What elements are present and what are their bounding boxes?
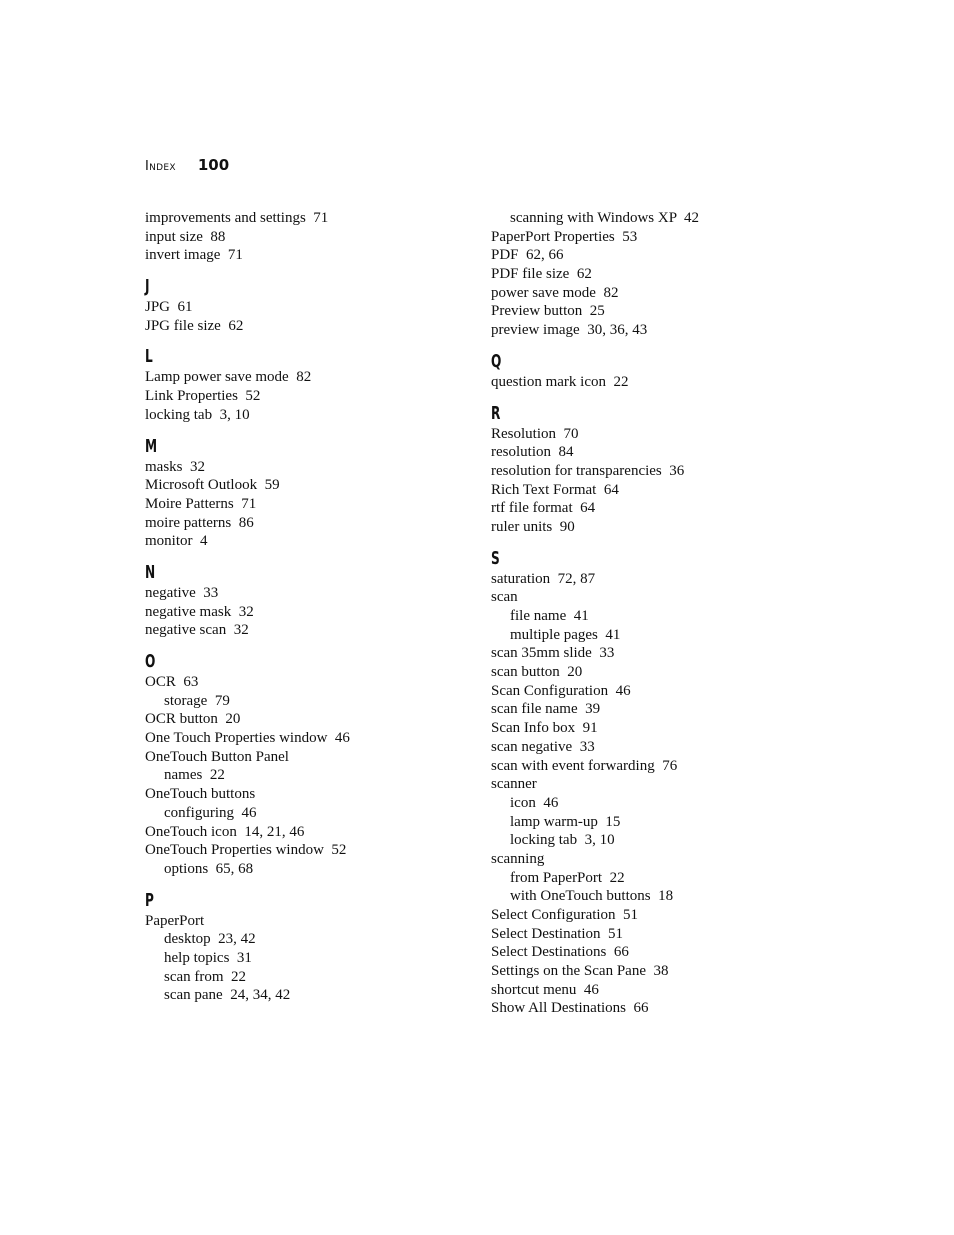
index-entry: Link Properties 52	[145, 388, 261, 405]
index-entry: negative 33	[145, 584, 219, 601]
index-subentry: with OneTouch buttons 18	[510, 888, 674, 905]
index-entry: scan	[491, 589, 518, 606]
index-subentry: icon 46	[510, 794, 559, 811]
index-entry: invert image 71	[145, 247, 243, 264]
index-entry: OCR 63	[145, 674, 199, 690]
index-entry: improvements and settings 71	[145, 210, 329, 226]
index-entry: monitor 4	[145, 533, 208, 550]
index-entry: resolution 84	[491, 444, 574, 461]
index-entry: scanner	[491, 776, 537, 793]
index-entry: One Touch Properties window 46	[145, 730, 350, 747]
index-subentry: scanning with Windows XP 42	[510, 210, 699, 226]
index-entry: Rich Text Format 64	[491, 481, 619, 498]
page-number: 100	[197, 156, 230, 174]
index-subentry: file name 41	[510, 608, 589, 624]
index-subentry: names 22	[164, 767, 225, 784]
index-subentry: from PaperPort 22	[510, 869, 625, 886]
index-entry: PaperPort	[145, 912, 205, 929]
section-letter: L	[145, 346, 153, 368]
section-letter: R	[491, 402, 501, 424]
index-entry: Select Destination 51	[491, 925, 624, 942]
index-entry: locking tab 3, 10	[145, 406, 250, 423]
index-subentry: lamp warm-up 15	[510, 813, 621, 830]
index-entry: scan file name 39	[491, 701, 601, 718]
index-entry: negative mask 32	[145, 603, 254, 620]
index-entry: Lamp power save mode 82	[145, 369, 312, 386]
index-entry: Microsoft Outlook 59	[145, 477, 280, 494]
index-entry: moire patterns 86	[145, 514, 254, 531]
section-letter: J	[145, 276, 150, 298]
index-subentry: options 65, 68	[164, 860, 254, 877]
index-entry: question mark icon 22	[491, 373, 629, 390]
index-entry: Scan Info box 91	[491, 720, 598, 737]
index-entry: OCR button 20	[145, 711, 241, 728]
index-entry: negative scan 32	[145, 622, 249, 639]
index-entry: OneTouch Properties window 52	[145, 842, 347, 859]
index-entry: JPG file size 62	[145, 317, 244, 334]
index-entry: input size 88	[145, 228, 226, 245]
index-subentry: scan pane 24, 34, 42	[164, 987, 291, 1004]
index-entry: Show All Destinations 66	[491, 1000, 649, 1017]
index-entry: Select Configuration 51	[491, 907, 639, 923]
index-entry: Moire Patterns 71	[145, 495, 257, 512]
index-entry: scanning	[491, 850, 545, 867]
index-entry: scan 35mm slide 33	[491, 645, 615, 662]
index-entry: OneTouch Button Panel	[145, 748, 289, 765]
index-subentry: locking tab 3, 10	[510, 832, 615, 849]
page-header	[145, 156, 229, 178]
index-entry: OneTouch icon 14, 21, 46	[145, 823, 305, 840]
index-subentry: configuring 46	[164, 804, 257, 821]
index-entry: Resolution 70	[491, 425, 579, 442]
index-subentry: desktop 23, 42	[164, 931, 256, 948]
index-entry: shortcut menu 46	[491, 981, 599, 998]
index-entry: Select Destinations 66	[491, 944, 629, 961]
index-column-left	[145, 209, 465, 1005]
index-entry: scan with event forwarding 76	[491, 757, 678, 774]
index-entry: resolution for transparencies 36	[491, 462, 685, 479]
section-letter: M	[145, 435, 158, 457]
index-entry: saturation 72, 87	[491, 570, 596, 587]
index-entry: OneTouch buttons	[145, 786, 256, 803]
index-entry: scan button 20	[491, 664, 583, 681]
index-subentry: help topics 31	[164, 949, 252, 966]
index-entry: PDF file size 62	[491, 266, 592, 283]
index-subentry: storage 79	[164, 692, 230, 709]
section-letter: S	[491, 547, 500, 569]
index-subentry: multiple pages 41	[510, 626, 621, 643]
index-entry: PaperPort Properties 53	[491, 228, 638, 245]
index-entry: PDF 62, 66	[491, 247, 564, 264]
index-entry: masks 32	[145, 458, 205, 475]
index-entry: preview image 30, 36, 43	[491, 322, 648, 339]
index-entry: rtf file format 64	[491, 500, 596, 517]
running-head: Index	[145, 159, 176, 174]
index-entry: power save mode 82	[491, 284, 619, 301]
index-column-right	[491, 209, 811, 1018]
index-entry: Settings on the Scan Pane 38	[491, 963, 669, 980]
index-subentry: scan from 22	[164, 968, 247, 985]
index-entry: ruler units 90	[491, 518, 575, 535]
index-entry: Scan Configuration 46	[491, 682, 631, 699]
section-letter: Q	[491, 350, 502, 372]
index-entry: JPG 61	[145, 299, 193, 316]
index-entry: scan negative 33	[491, 738, 595, 755]
section-letter: O	[145, 651, 156, 672]
section-letter: P	[145, 889, 154, 911]
index-entry: Preview button 25	[491, 303, 605, 320]
section-letter: N	[145, 561, 156, 583]
